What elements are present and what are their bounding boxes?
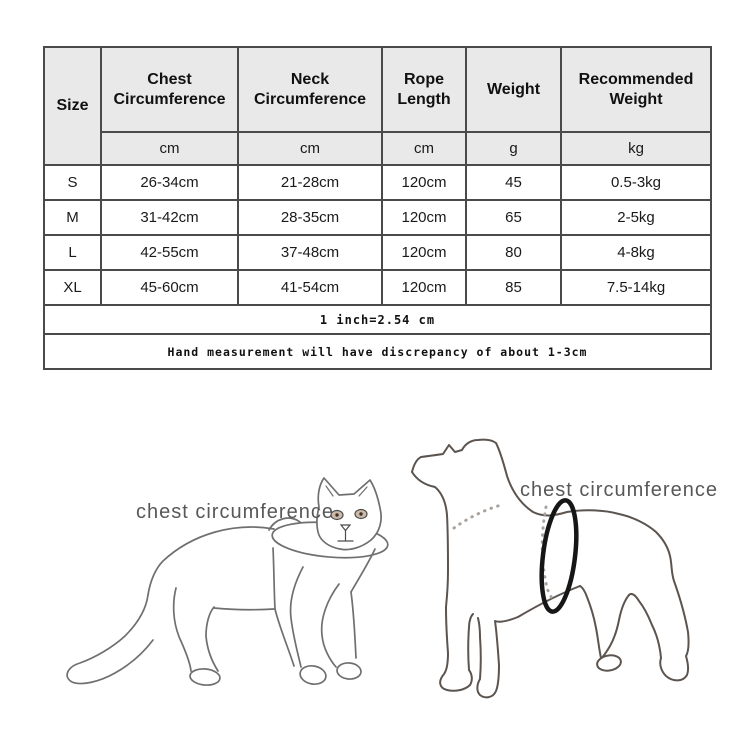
col-header-chest: Chest Circumference [101, 47, 238, 132]
cat-front-paw-near [299, 664, 328, 686]
cell-size: XL [44, 270, 101, 305]
unit-recommended: kg [561, 132, 711, 165]
cell-recommended: 7.5-14kg [561, 270, 711, 305]
col-header-neck: Neck Circumference [238, 47, 382, 132]
dog-front-leg-outer [412, 472, 473, 691]
header-row [44, 47, 711, 132]
cell-neck: 37-48cm [238, 235, 382, 270]
note-row-measure [44, 334, 711, 369]
cell-neck: 21-28cm [238, 165, 382, 200]
cell-rope: 120cm [382, 200, 466, 235]
cell-chest: 31-42cm [101, 200, 238, 235]
dog-hind-leg-near [599, 595, 629, 661]
col-header-weight: Weight [466, 47, 561, 132]
cell-recommended: 4-8kg [561, 235, 711, 270]
table-row [44, 270, 711, 305]
cell-size: L [44, 235, 101, 270]
unit-rope: cm [382, 132, 466, 165]
size-chart [43, 46, 710, 370]
cat-illustration [62, 452, 407, 717]
cat-front-leg-far [322, 584, 339, 667]
cell-weight: 45 [466, 165, 561, 200]
dog-neck-dotted-line [454, 505, 501, 528]
unit-chest: cm [101, 132, 238, 165]
cat-hind-paw [189, 668, 220, 687]
units-row [44, 132, 711, 165]
cat-front-paw-far [336, 662, 361, 680]
cell-rope: 120cm [382, 165, 466, 200]
note-row-inch [44, 305, 711, 334]
dog-illustration [402, 425, 722, 715]
cell-size: S [44, 165, 101, 200]
cell-rope: 120cm [382, 270, 466, 305]
cell-recommended: 0.5-3kg [561, 165, 711, 200]
cat-belly-line [214, 608, 274, 610]
unit-weight: g [466, 132, 561, 165]
dog-outline [412, 440, 689, 681]
unit-neck: cm [238, 132, 382, 165]
col-header-rope: Rope Length [382, 47, 466, 132]
cat-back-line [148, 527, 274, 595]
cell-neck: 28-35cm [238, 200, 382, 235]
cat-front-leg-near [291, 567, 303, 667]
cell-chest: 42-55cm [101, 235, 238, 270]
cell-chest: 45-60cm [101, 270, 238, 305]
cell-weight: 65 [466, 200, 561, 235]
note-inch-conversion: 1 inch=2.54 cm [44, 305, 711, 334]
dog-front-leg-inner [477, 617, 518, 697]
cell-chest: 26-34cm [101, 165, 238, 200]
table-row [44, 235, 711, 270]
dog-chest-circumference-label: chest circumference [520, 479, 718, 501]
table-row [44, 200, 711, 235]
cat-chest-circumference-label: chest circumference [136, 501, 334, 523]
cat-tail [67, 595, 153, 684]
cell-weight: 85 [466, 270, 561, 305]
col-header-recommended: Recommended Weight [561, 47, 711, 132]
cat-hind-leg [174, 588, 191, 671]
cell-recommended: 2-5kg [561, 200, 711, 235]
table-row [44, 165, 711, 200]
cell-size: M [44, 200, 101, 235]
cell-weight: 80 [466, 235, 561, 270]
cell-rope: 120cm [382, 235, 466, 270]
col-header-size: Size [44, 47, 101, 165]
cell-neck: 41-54cm [238, 270, 382, 305]
note-measurement-discrepancy: Hand measurement will have discrepancy of about 1-3cm [44, 334, 711, 369]
size-chart-table [43, 46, 712, 370]
